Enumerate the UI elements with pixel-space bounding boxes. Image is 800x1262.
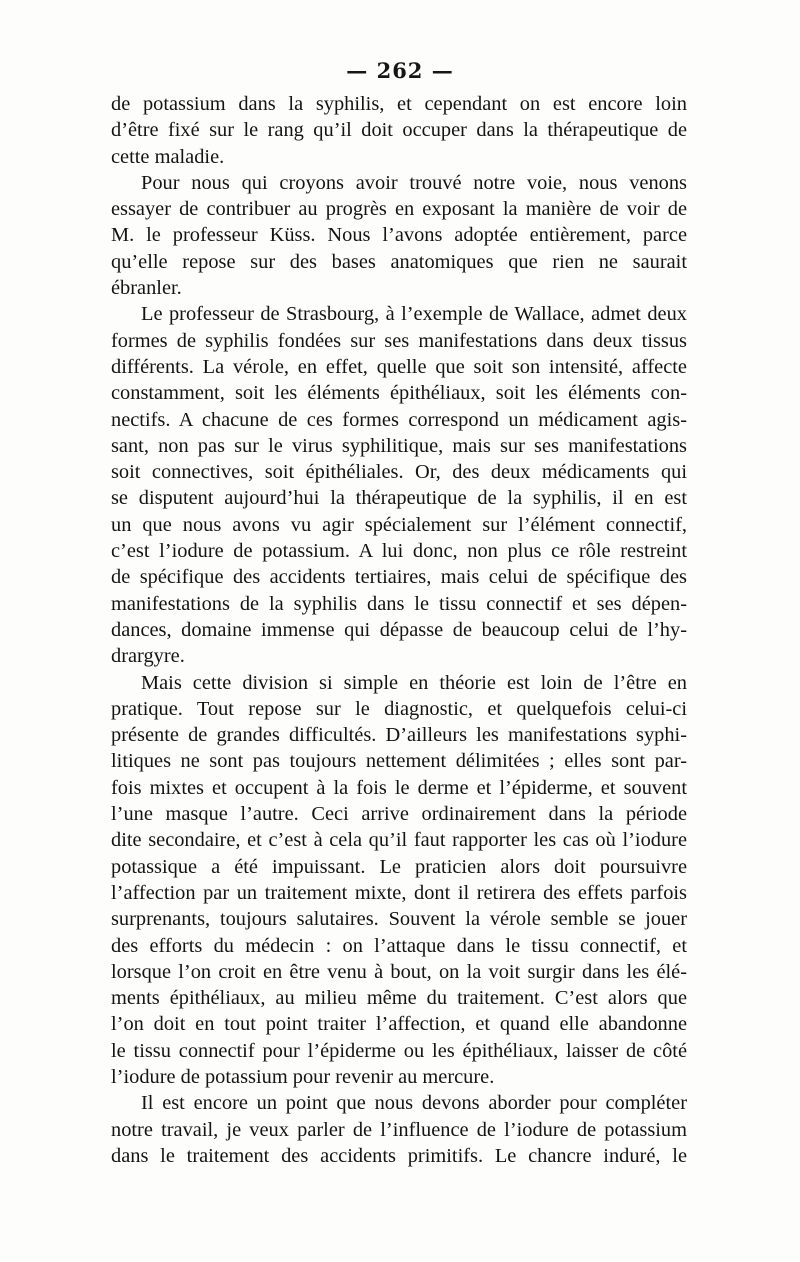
text-line: potassique a été impuissant. Le praticien alors doit poursuivre [111, 855, 687, 878]
text-line: se disputent aujourd’hui la thérapeutique de la syphilis, il en est [111, 487, 687, 510]
text-line: le tissu connectif pour l’épiderme ou les épithéliaux, laisser de côté [111, 1039, 687, 1062]
text-line: l’une masque l’autre. Ceci arrive ordinairement dans la période [111, 803, 687, 826]
text-line: Pour nous qui croyons avoir trouvé notre voie, nous venons [141, 171, 687, 194]
text-line: ments épithéliaux, au milieu même du traitement. C’est alors que [111, 987, 687, 1010]
text-line: présente de grandes difficultés. D’ailleurs les manifestations syphi- [111, 724, 687, 747]
text-line: dite secondaire, et c’est à cela qu’il faut rapporter les cas où l’iodure [111, 829, 687, 852]
text-line: notre travail, je veux parler de l’influence de l’iodure de potassium [111, 1118, 687, 1141]
text-line: qu’elle repose sur des bases anatomiques que rien ne saurait [111, 250, 687, 273]
text-line: surprenants, toujours salutaires. Souvent la vérole semble se jouer [111, 908, 687, 931]
text-line: Il est encore un point que nous devons aborder pour compléter [141, 1092, 687, 1115]
text-line: drargyre. [111, 645, 185, 668]
text-line: pratique. Tout repose sur le diagnostic, et quelquefois celui-ci [111, 697, 687, 720]
paragraph [111, 670, 687, 1091]
text-line: essayer de contribuer au progrès en exposant la manière de voir de [111, 198, 687, 221]
page-number: — 262 — [346, 58, 454, 83]
text-line: fois mixtes et occupent à la fois le derme et l’épiderme, et souvent [111, 776, 687, 799]
text-line: ébranler. [111, 277, 182, 300]
text-line: M. le professeur Küss. Nous l’avons adoptée entièrement, parce [111, 224, 687, 247]
text-line: de spécifique des accidents tertiaires, mais celui de spécifique des [111, 566, 687, 589]
text-line: l’affection par un traitement mixte, dont il retirera des effets parfois [111, 881, 687, 904]
text-line: des efforts du médecin : on l’attaque dans le tissu connectif, et [111, 934, 687, 957]
paragraph [111, 170, 687, 301]
text-line: l’on doit en tout point traiter l’affection, et quand elle abandonne [111, 1013, 687, 1036]
text-line: Le professeur de Strasbourg, à l’exemple de Wallace, admet deux [141, 303, 687, 326]
text-line: c’est l’iodure de potassium. A lui donc, non plus ce rôle restreint [111, 540, 687, 563]
text-line: sant, non pas sur le virus syphilitique, mais sur ses manifestations [111, 434, 687, 457]
text-line: constamment, soit les éléments épithéliaux, soit les éléments con- [111, 382, 687, 405]
text-line: lorsque l’on croit en être venu à bout, on la voit surgir dans les élé- [111, 960, 687, 983]
text-line: de potassium dans la syphilis, et cependant on est encore loin [111, 93, 687, 115]
text-line: dances, domaine immense qui dépasse de beaucoup celui de l’hy- [111, 618, 687, 641]
text-line: différents. La vérole, en effet, quelle que soit son intensité, affecte [111, 355, 687, 378]
text-line: Mais cette division si simple en théorie est loin de l’être en [141, 671, 687, 694]
text-line: litiques ne sont pas toujours nettement délimitées ; elles sont par- [111, 750, 687, 773]
text-line: manifestations de la syphilis dans le tissu connectif et ses dépen- [111, 592, 687, 615]
text-line: nectifs. A chacune de ces formes correspond un médicament agis- [111, 408, 687, 431]
paragraph [111, 301, 687, 669]
text-line: l’iodure de potassium pour revenir au mercure. [111, 1065, 495, 1088]
text-line: un que nous avons vu agir spécialement sur l’élément connectif, [111, 513, 687, 536]
text-line: formes de syphilis fondées sur ses manifestations dans deux tissus [111, 329, 687, 352]
text-line: d’être fixé sur le rang qu’il doit occuper dans la thérapeutique de [111, 119, 687, 142]
text-line: soit connectives, soit épithéliales. Or, des deux médicaments qui [111, 461, 687, 484]
text-line: cette maladie. [111, 145, 225, 168]
paragraph [111, 1090, 687, 1169]
body-text [111, 91, 687, 1169]
text-line: dans le traitement des accidents primitifs. Le chancre induré, le [111, 1144, 687, 1167]
paragraph [111, 91, 687, 170]
